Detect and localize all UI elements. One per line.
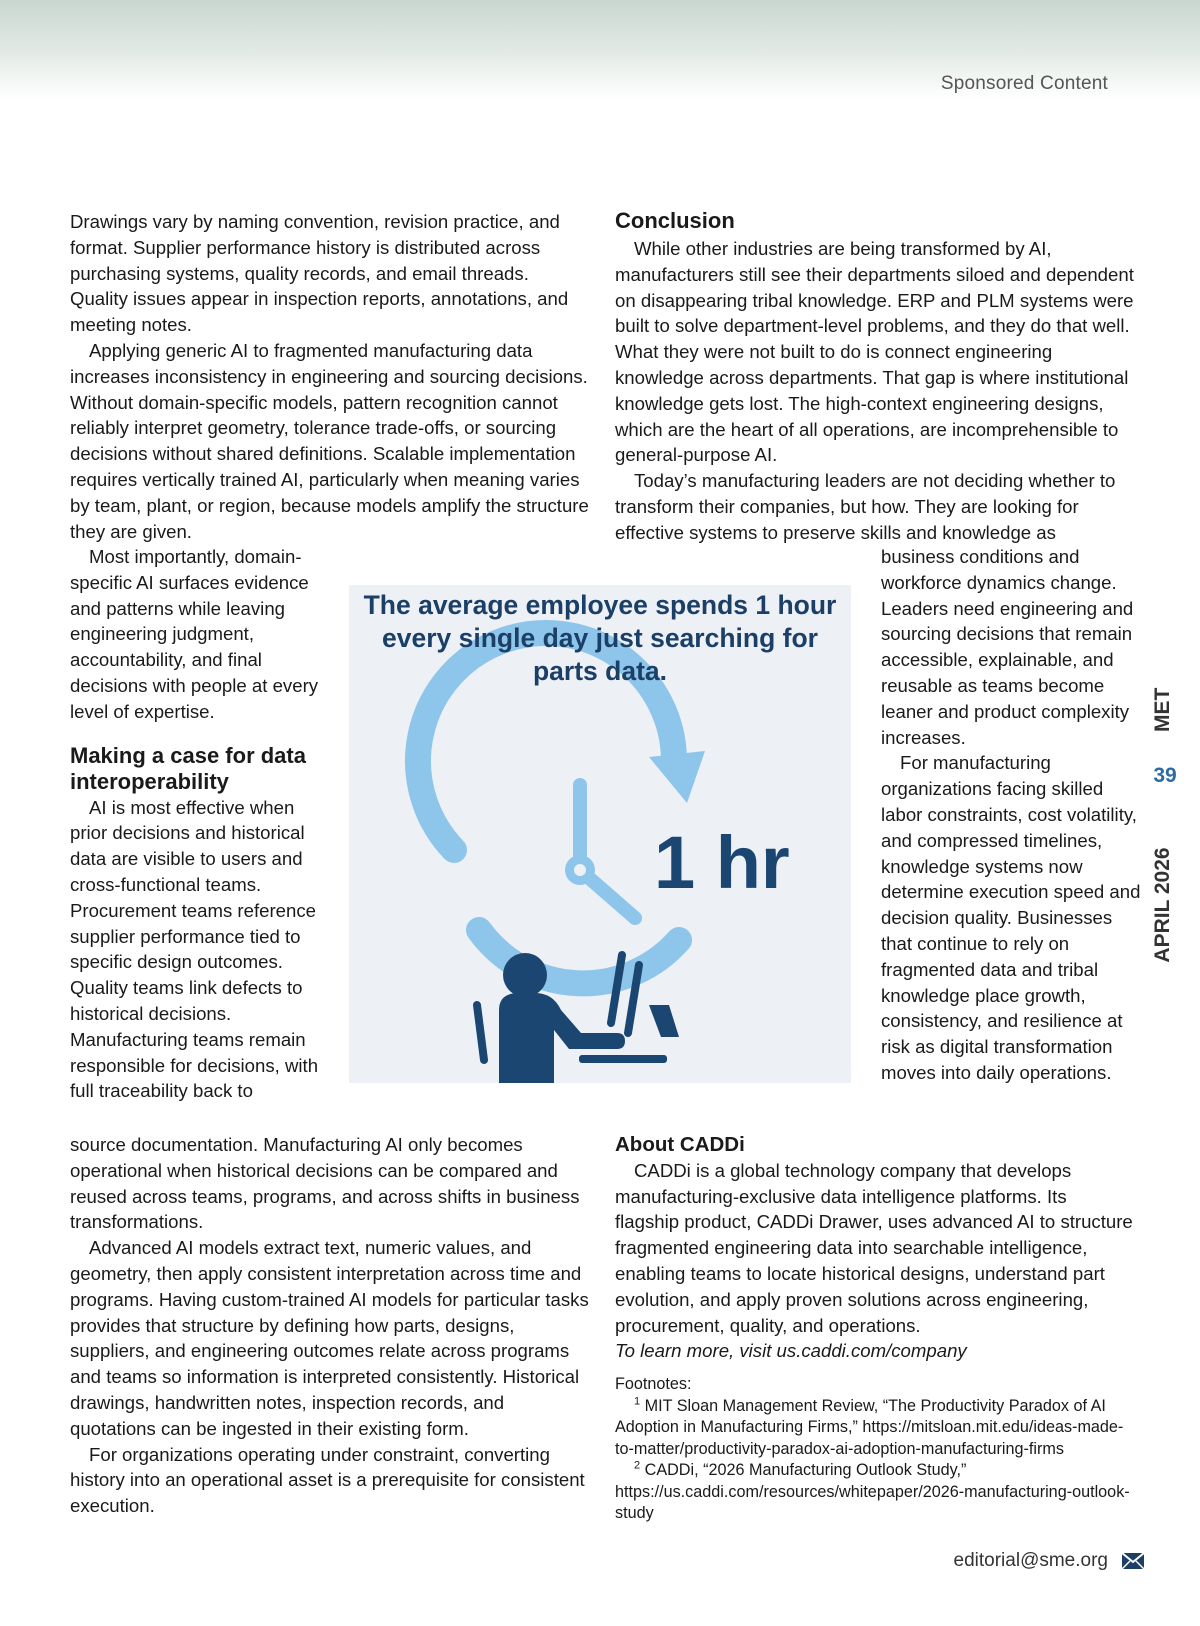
right-paragraph-3: For manufacturing organizations facing skilled labor constraints, cost volatility, and compressed timelines, knowledge systems now determine execution speed and decision quality. Businesses that continue to rely on fragmented data and tribal knowledge place growth, consistency, and resilience at risk as digital transformation moves into daily operations. xyxy=(881,752,1141,1083)
left-column-wrap xyxy=(70,544,325,1104)
right-column-wrap xyxy=(881,544,1141,1086)
left-paragraph-6: For organizations operating under constraint, converting history into an operational asset is a prerequisite for consistent execution. xyxy=(70,1443,585,1517)
left-column-bottom xyxy=(70,1132,595,1519)
footnote-1-text: MIT Sloan Management Review, “The Productivity Paradox of AI Adoption in Manufacturing Firms,” https://mitsloan.mit.edu/ideas-made-to-matter/productivity-paradox-ai-adoption-manufacturing-firms xyxy=(615,1396,1124,1458)
magazine-name-tab xyxy=(1146,650,1180,770)
left-column-top xyxy=(70,209,590,544)
infographic-headline: The average employee spends 1 hour every single day just searching for parts data. xyxy=(363,590,837,686)
infographic-stat: 1 hr xyxy=(654,821,790,904)
footnote-2 xyxy=(615,1460,1135,1525)
footnote-2-number: 2 xyxy=(634,1459,641,1472)
footnote-1 xyxy=(615,1396,1135,1461)
section-heading-conclusion: Conclusion xyxy=(615,208,735,233)
section-heading-interoperability: Making a case for data interoperability xyxy=(70,742,306,794)
right-column-top xyxy=(615,208,1135,546)
about-paragraph: CADDi is a global technology company that develops manufacturing-exclusive data intelligence platforms. Its flagship product, CADDi Drawer, uses advanced AI to structure fragmented engineering data into searchable intelligence, enabling teams to locate historical designs, understand part evolution, and apply proven solutions across engineering, procurement, quality, and operations. xyxy=(615,1159,1133,1336)
left-paragraph-4b: source documentation. Manufacturing AI only becomes operational when historical decisions can be compared and reused across teams, programs, and across shifts in business transformations. xyxy=(70,1134,580,1233)
left-paragraph-3: Most importantly, domain-specific AI surfaces evidence and patterns while leaving engineering judgment, accountability, and final decisions with people at every level of expertise. xyxy=(70,546,319,722)
issue-date: APRIL 2026 xyxy=(1151,847,1174,963)
footer-email[interactable]: editorial@sme.org xyxy=(953,1550,1108,1571)
infographic xyxy=(349,585,851,1083)
left-paragraph-2: Applying generic AI to fragmented manufacturing data increases inconsistency in engineering and sourcing decisions. Without domain-specific models, pattern recognition cannot reliably interpret geometry, tolerance trade-offs, or sourcing decisions without shared definitions. Scalable implementation requires vertically trained AI, particularly when meaning varies by team, plant, or region, because models amplify the structure they are given. xyxy=(70,339,589,542)
left-paragraph-5: Advanced AI models extract text, numeric values, and geometry, then apply consistent interpretation across time and programs. Having custom-trained AI models for particular tasks provides that structure by defining how parts, designs, suppliers, and engineering outcomes relate across programs and teams so information is interpreted consistently. Historical drawings, handwritten notes, inspection records, and quotations can be ingested in their existing form. xyxy=(70,1237,589,1439)
left-paragraph-4a: AI is most effective when prior decisions and historical data are visible to users and cross-functional teams. Procurement teams reference supplier performance tied to specific design outcomes. Quality teams link defects to historical decisions. Manufacturing teams remain responsible for decisions, with full traceability back to xyxy=(70,796,319,1102)
footnote-1-number: 1 xyxy=(634,1395,641,1408)
footnotes xyxy=(615,1374,1135,1525)
right-paragraph-1: While other industries are being transformed by AI, manufacturers still see their departments siloed and dependent on disappearing tribal knowledge. ERP and PLM systems were built to solve department-level problems, and they do that well. What they were not built to do is connect engineering knowledge across departments. That gap is where institutional knowledge gets lost. The high-context engineering designs, which are the heart of all operations, are incomprehensible to general-purpose AI. xyxy=(615,238,1134,466)
right-paragraph-2b: business conditions and workforce dynamics change. Leaders need engineering and sourcing decisions that remain accessible, explainable, and reusable as teams become leaner and product complexity increases. xyxy=(881,546,1134,748)
section-heading-about: About CADDi xyxy=(615,1133,745,1156)
learn-more-link[interactable]: To learn more, visit us.caddi.com/company xyxy=(615,1340,967,1362)
right-column-bottom xyxy=(615,1132,1135,1525)
magazine-name: MET xyxy=(1151,687,1174,732)
left-paragraph-1: Drawings vary by naming convention, revision practice, and format. Supplier performance history is distributed across purchasing systems, quality records, and email threads. Quality issues appear in inspection reports, annotations, and meeting notes. xyxy=(70,211,569,336)
right-paragraph-2a: Today’s manufacturing leaders are not deciding whether to transform their companies, but how. They are looking for effective systems to preserve skills and knowledge as xyxy=(615,470,1116,543)
footnote-2-text: CADDi, “2026 Manufacturing Outlook Study,” https://us.caddi.com/resources/whitepaper/2026-manufacturing-outlook-study xyxy=(615,1461,1130,1523)
page-number: 39 xyxy=(1153,764,1177,787)
issue-date-tab xyxy=(1146,830,1180,980)
envelope-icon[interactable] xyxy=(1122,1553,1144,1569)
sponsored-label: Sponsored Content xyxy=(940,73,1108,94)
footnotes-label: Footnotes: xyxy=(615,1375,692,1394)
